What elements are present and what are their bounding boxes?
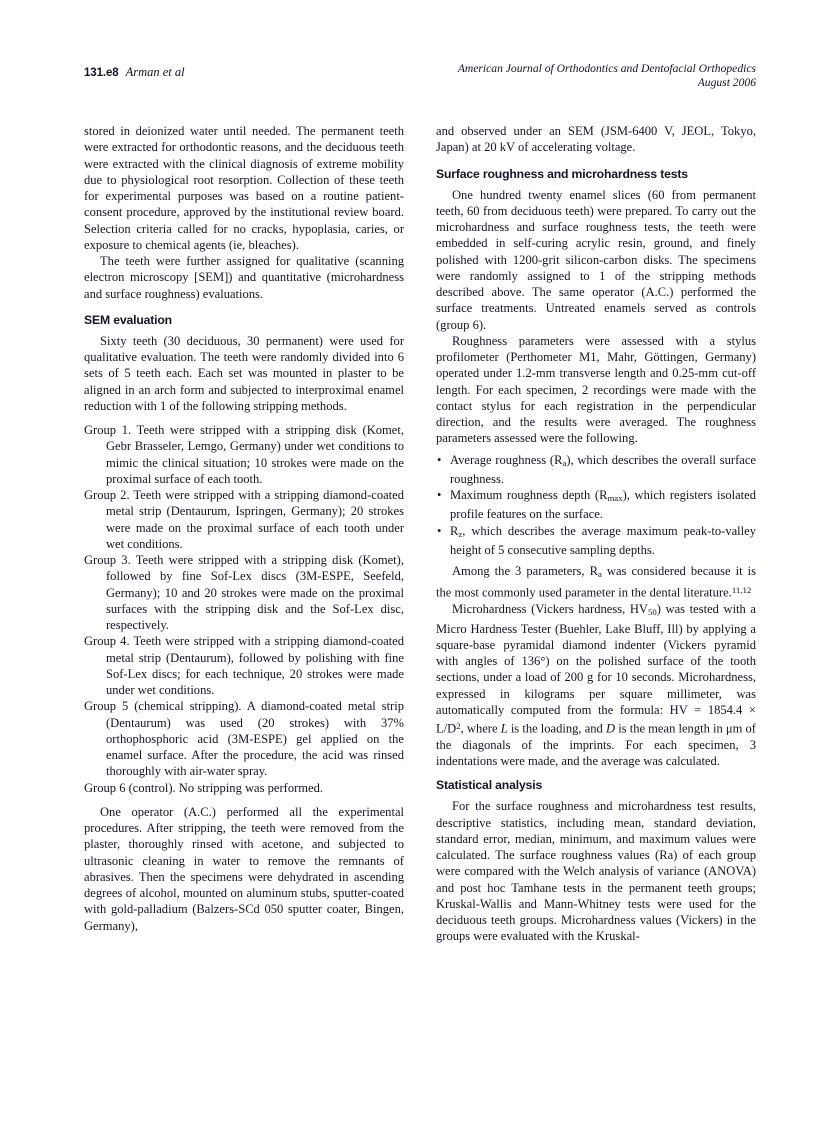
group-item: Group 5 (chemical stripping). A diamond-coated metal strip (Dentaurum) was used (20 strokes) with 37% orthophosphoric acid (3M-ESPE) gel applied on the enamel surface. After the procedure, the acid was rinsed thoroughly with air-water spray. bbox=[84, 699, 404, 779]
among-subscript: a bbox=[597, 569, 602, 580]
micro-text-tail-a: , where bbox=[460, 721, 501, 736]
body-columns bbox=[84, 123, 756, 1068]
micro-text-mid: ) was tested with a Micro Hardness Tester (Buehler, Lake Bluff, Ill) by applying a square-base pyramidal diamond indenter (Vickers pyramid with angles of 136°) on the polished surface of the tooth sections, under a load of 200 g for 10 seconds. Microhardness, expressed in kilograms per square millimeter, was automatically computed from the formula: HV = 1854.4 × L/D bbox=[436, 602, 756, 736]
stripping-group-list bbox=[84, 422, 404, 796]
paragraph-microhardness-method bbox=[436, 601, 756, 769]
among-text-mid: was considered because it is the most commonly used parameter in the dental literature. bbox=[436, 564, 756, 600]
running-head bbox=[84, 63, 756, 103]
spacer bbox=[84, 414, 404, 422]
group-item: Group 4. Teeth were stripped with a stripping diamond-coated metal strip (Dentaurum), followed by polishing with fine Sof-Lex discs; for each technique, 20 strokes were made under wet conditions. bbox=[84, 634, 404, 697]
paragraph-roughness-parameters: Roughness parameters were assessed with a stylus profilometer (Perthometer M1, Mahr, Göttingen, Germany) operated under 1.2-mm transverse length and 0.25-mm cut-off length. For each specimen, 2 recordings were made with the contact stylus for each registration in the perpendicular direction, and the results were averaged. The roughness parameters assessed were the following. bbox=[436, 333, 756, 446]
bullet-text-post: ), which describes the overall surface roughness. bbox=[450, 452, 756, 486]
formula-variable-d: D bbox=[605, 721, 616, 736]
running-head-right bbox=[458, 62, 756, 91]
bullet-icon: • bbox=[437, 488, 442, 503]
bullet-text-pre: R bbox=[450, 523, 459, 538]
heading-surface-roughness-microhardness-tests: Surface roughness and microhardness tests bbox=[436, 166, 688, 181]
among-text-pre: Among the 3 parameters, R bbox=[452, 564, 598, 579]
bullet-subscript: a bbox=[562, 457, 567, 468]
bullet-icon: • bbox=[437, 523, 442, 538]
group-item: Group 6 (control). No stripping was performed. bbox=[84, 780, 324, 795]
page-folio: 131.e8 bbox=[84, 67, 119, 79]
left-column bbox=[84, 123, 404, 1068]
bullet-subscript: max bbox=[607, 493, 623, 504]
paragraph-one-operator: One operator (A.C.) performed all the experimental procedures. After stripping, the teeth were removed from the plaster, thoroughly rinsed with acetone, and subjected to ultrasonic cleaning in water to remove the remnants of abrasives. Then the specimens were dehydrated in ascending degrees of alcohol, mounted on aluminum stubs, sputter-coated with gold-palladium (Balzers-SCd 050 sputter coater, Bingen, Germany), bbox=[84, 804, 404, 933]
bullet-icon: • bbox=[437, 452, 442, 467]
formula-variable-l: L bbox=[500, 721, 508, 736]
group-item: Group 2. Teeth were stripped with a stripping diamond-coated metal strip (Dentaurum, Ispringen, Germany); 20 strokes were made on the proximal surface of each tooth under wet conditions. bbox=[84, 488, 404, 551]
micro-subscript: 50 bbox=[647, 607, 657, 618]
bullet-item-average-roughness bbox=[436, 452, 756, 488]
paragraph-statistical-methods: For the surface roughness and microhardness test results, descriptive statistics, including mean, standard deviation, standard error, median, minimum, and maximum values were calculated. The surface roughness values (Ra) of each group were compared with the Welch analysis of variance (ANOVA) and post hoc Tamhane tests in the permanent teeth groups; Kruskal-Wallis and Mann-Whitney tests were used for the deciduous teeth groups. Microhardness values (Vickers) in the groups were evaluated with the Kruskal- bbox=[436, 799, 756, 944]
paragraph-continued-storage: stored in deionized water until needed. The permanent teeth were extracted for orthodontic reasons, and the deciduous teeth were extracted with the clinical diagnosis of extreme mobility due to physiological root resorption. Collection of these teeth for experimental purposes was based on a routine patient-consent procedure, approved by the institutional review board. Selection criteria called for no cracks, hypoplasia, caries, or exposure to chemical agents (ie, bleaches). bbox=[84, 124, 404, 252]
bullet-item-rz bbox=[436, 523, 756, 559]
journal-title: American Journal of Orthodontics and Dentofacial Orthopedics bbox=[457, 62, 756, 75]
group-item: Group 3. Teeth were stripped with a stripping disk (Komet), followed by fine Sof-Lex discs (3M-ESPE, Seefeld, Germany); 10 and 20 strokes were made on the proximal surfaces with the stripping disk and the Sof-Lex disc, respectively. bbox=[84, 553, 404, 632]
bullet-text-pre: Maximum roughness depth (R bbox=[450, 488, 608, 503]
bullet-text-post: ), which registers isolated profile features on the surface. bbox=[450, 488, 756, 522]
citation-reference: 11,12 bbox=[731, 585, 752, 596]
micro-text-tail-c: is the mean length in μm of the diagonals of the imprints. For each specimen, 3 indentations were made, and the average was calculated. bbox=[436, 721, 756, 769]
micro-text-tail-b: is the loading, and bbox=[507, 721, 606, 736]
paragraph-qualitative-quantitative: The teeth were further assigned for qualitative (scanning electron microscopy [SEM]) and quantitative (microhardness and surface roughness) evaluations. bbox=[84, 254, 404, 301]
bullet-text-post: , which describes the average maximum peak-to-valley height of 5 consecutive sampling depths. bbox=[450, 523, 756, 557]
formula-exponent: 2 bbox=[456, 721, 461, 732]
bullet-subscript: z bbox=[458, 528, 463, 539]
micro-text-pre: Microhardness (Vickers hardness, HV bbox=[452, 602, 648, 617]
paragraph-sem-observation: and observed under an SEM (JSM-6400 V, JEOL, Tokyo, Japan) at 20 kV of accelerating voltage. bbox=[436, 124, 756, 155]
spacer bbox=[84, 796, 404, 804]
heading-sem-evaluation: SEM evaluation bbox=[84, 312, 172, 327]
paragraph-among-parameters bbox=[436, 563, 756, 601]
paragraph-sixty-teeth: Sixty teeth (30 deciduous, 30 permanent) were used for qualitative evaluation. The teeth were randomly divided into 6 sets of 5 teeth each. Each set was mounted in plaster to be aligned in an arch form and subjected to interproximal enamel reduction with 1 of the following stripping methods. bbox=[84, 333, 404, 413]
issue-date: August 2006 bbox=[697, 76, 756, 90]
running-head-left bbox=[84, 63, 185, 81]
bullet-text-pre: Average roughness (R bbox=[450, 452, 563, 467]
right-column bbox=[436, 123, 756, 1068]
paragraph-enamel-slices: One hundred twenty enamel slices (60 from permanent teeth, 60 from deciduous teeth) were prepared. To carry out the microhardness and surface roughness tests, the teeth were embedded in self-curing acrylic resin, ground, and finely polished with 1200-grit silicon-carbon disks. The specimens were randomly assigned to 1 of the stripping methods described above. The same operator (A.C.) performed the surface treatments. Untreated enamels served as controls (group 6). bbox=[436, 187, 756, 332]
running-head-author: Arman et al bbox=[125, 65, 185, 79]
heading-statistical-analysis: Statistical analysis bbox=[436, 778, 543, 793]
roughness-parameter-bullets bbox=[436, 452, 756, 559]
bullet-item-maximum-roughness-depth bbox=[436, 487, 756, 523]
group-item: Group 1. Teeth were stripped with a stripping disk (Komet, Gebr Brasseler, Lemgo, Germany) under wet conditions to mimic the clinical situation; 10 strokes were made on the proximal surface of each tooth. bbox=[84, 423, 404, 486]
